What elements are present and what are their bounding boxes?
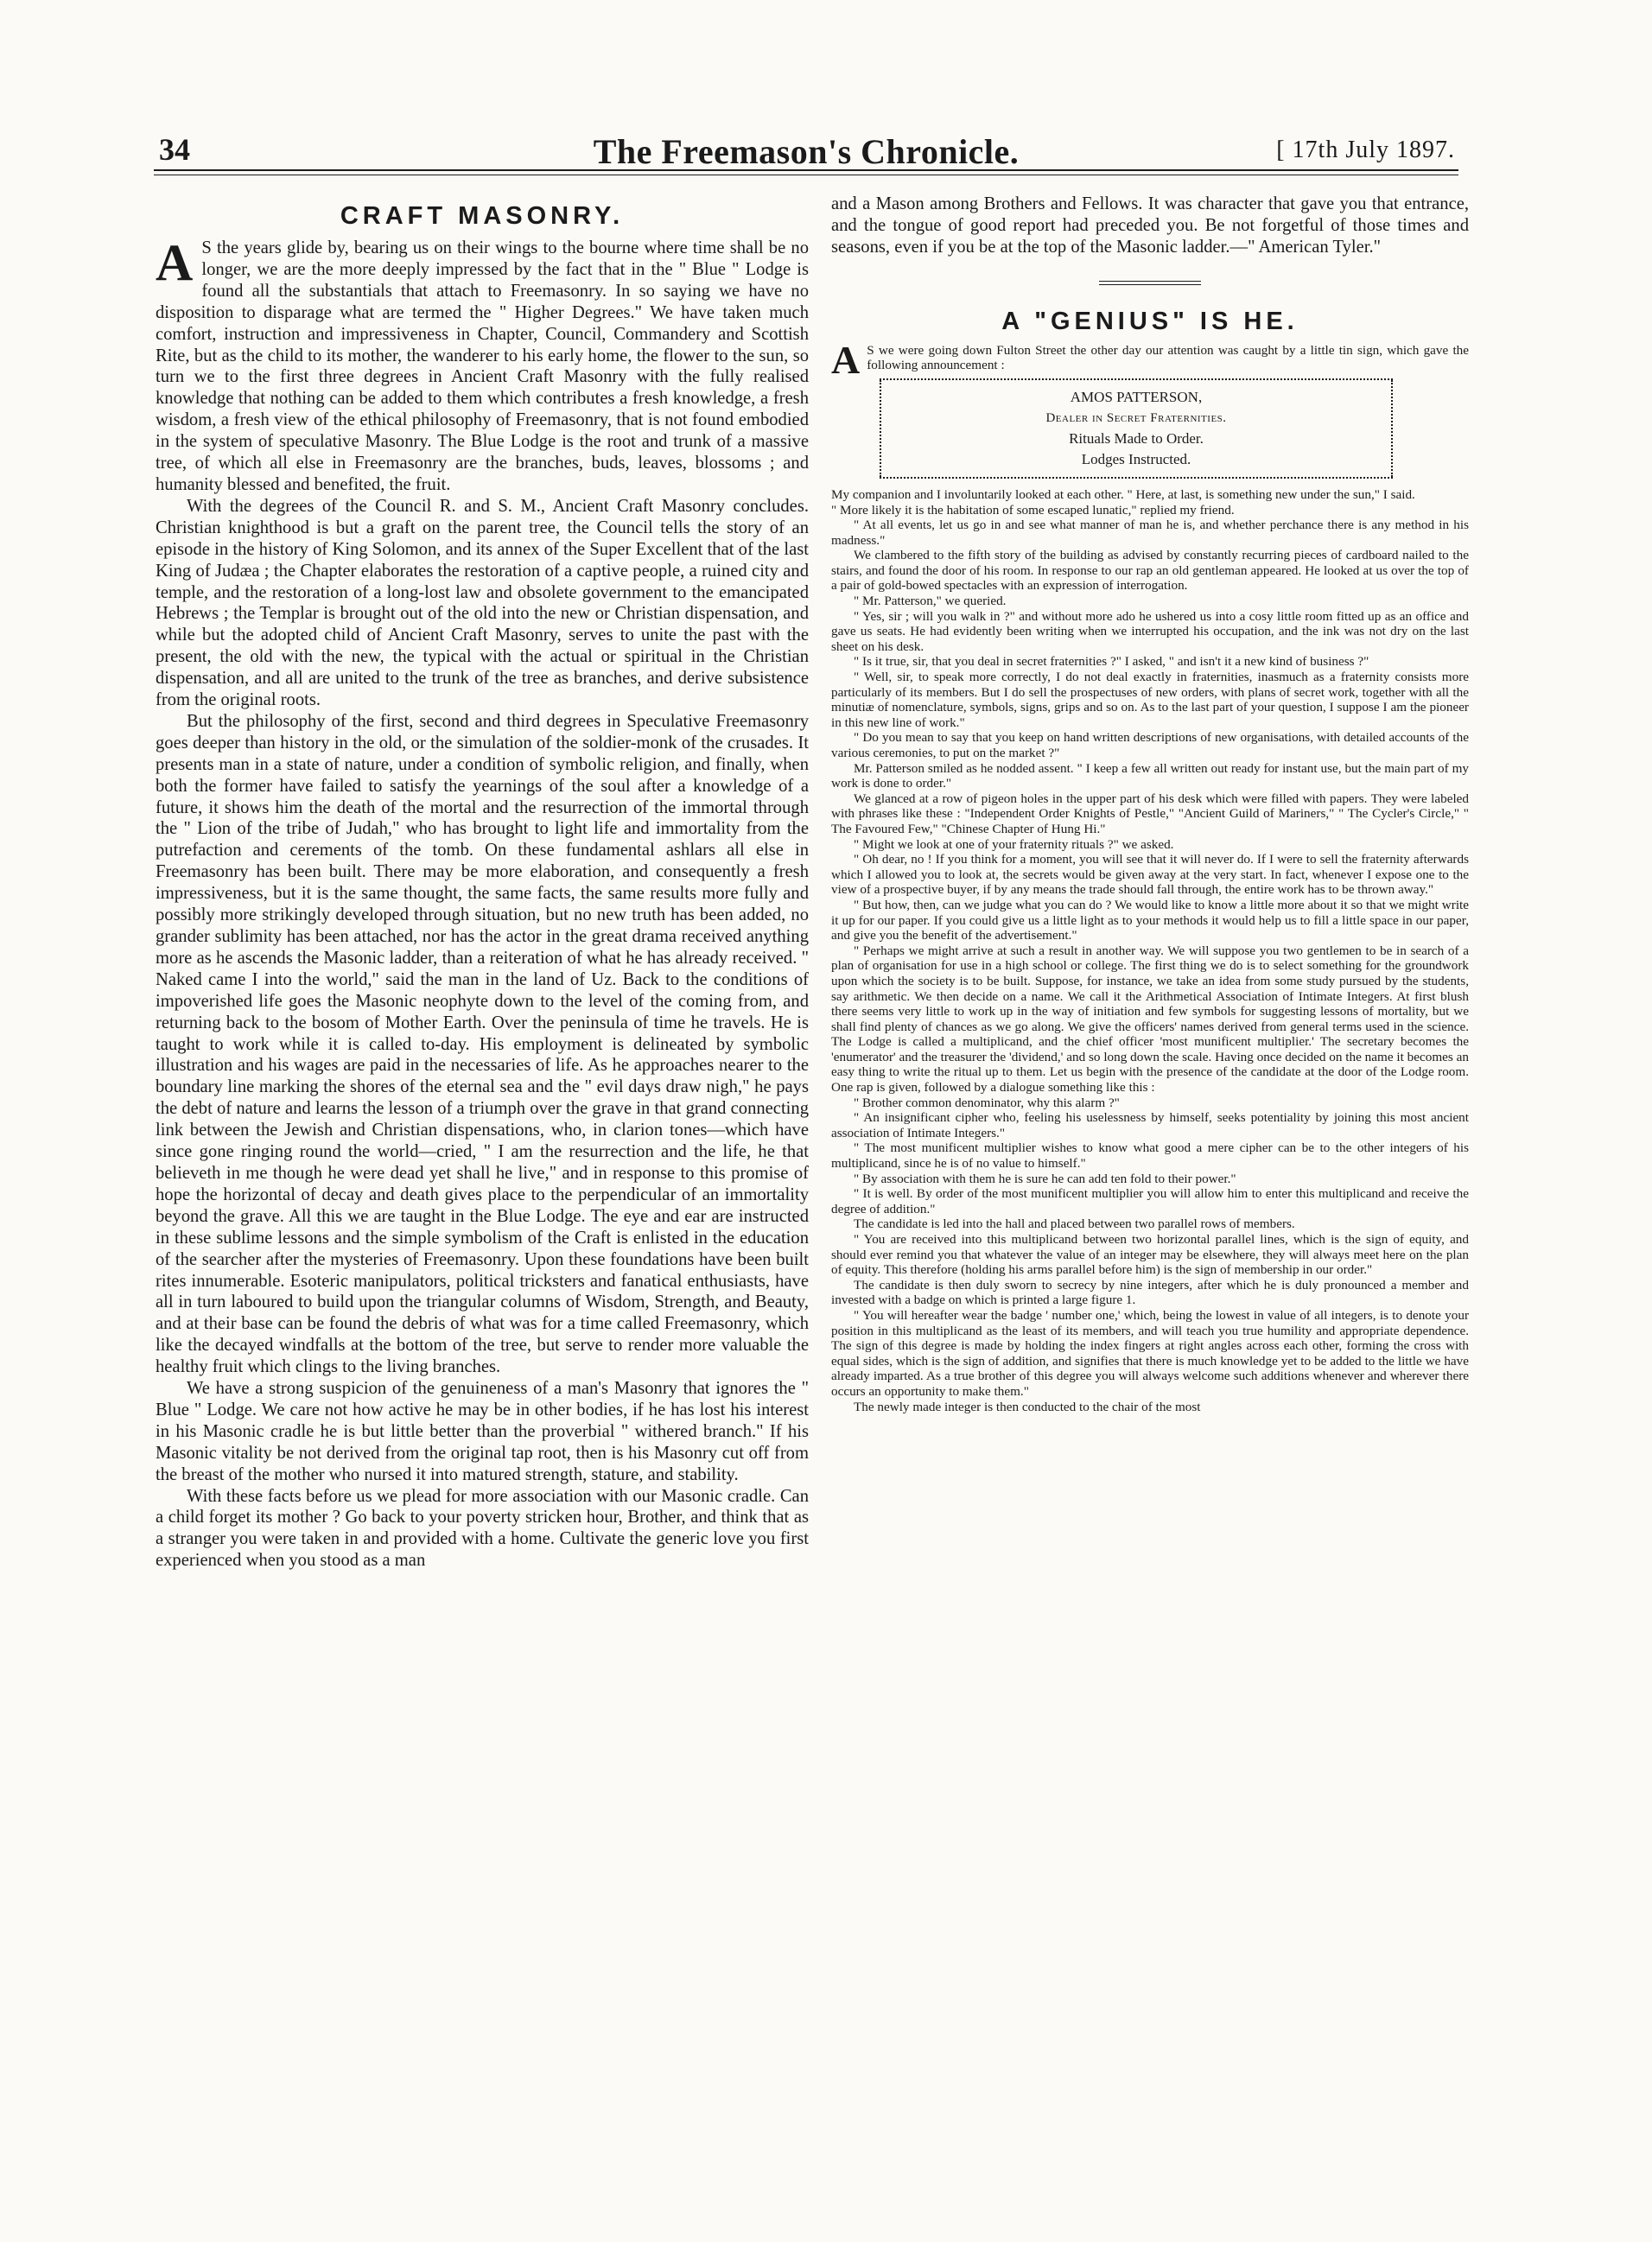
article-paragraph: But the philosophy of the first, second and third degrees in Speculative Freemasonry goes deeper than history in the old, or the simulation of the soldier-monk of the crusades. It presents man in a state of nature, under a condition of symbolic religion, and finally, when both the former have failed to satisfy the yearnings of the soul after a knowledge of a future, it shows him the death of the mortal and the resurrection of the immortal through the " Lion of the tribe of Judah," who has brought to light life and immortality from the putrefaction and cerements of the tomb. On these fundamental ashlars all else in Freemasonry has been built. There may be more elaboration, and consequently a fresh impressiveness, but it is the same thought, the same facts, the same results more fully and possibly more strikingly developed through situation, but no new truth has been added, no grander sublimity has been attached, nor has the actor in the great drama received anything more as he ascends the Masonic ladder, than a reiteration of what he has already received. " Naked came I into the world," said the man in the land of Uz. Back to the conditions of impoverished life goes the Masonic neophyte down to the level of the coming from, and returning back to the bosom of Mother Earth. Over the peninsula of time he travels. He is taught to work while it is called to-day. His employment is delineated by symbolic illustration and his wages are paid in the necessaries of life. As he approaches nearer to the boundary line marking the shores of the eternal sea and the " evil days draw nigh," he pays the debt of nature and learns the lesson of a triumph over the grave in that grand connecting link between the Jewish and Christian dispensations, who, in clarion tones—which have since gone ringing round the world—cried, " I am the resurrection and the life, he that believeth in me though he were dead yet shall he live," and in response to this promise of hope the horizontal of decay and death gives place to the perpendicular of an immortality beyond the grave. All this we are taught in the Blue Lodge. The eye and ear are instructed in these sublime lessons and the simple symbolism of the Craft is enlisted in the education of the searcher after the mysteries of Freemasonry. Upon these foundations have been built rites innumerable. Esoteric manipulators, political tricksters and fanatical enthusiasts, have all in turn laboured to build upon the triangular columns of Wisdom, Strength, and Beauty, and at their base can be found the debris of what was for a time called Freemasonry, which like the decayed windfalls at the bottom of the tree, but serve to render more valuable the healthy fruit which clings to the living branches. [156, 711, 809, 1377]
article-heading-craft-masonry: CRAFT MASONRY. [340, 202, 625, 230]
article-paragraph: " You will hereafter wear the badge ' number one,' which, being the lowest in value of all integers, is to denote your position in this multiplicand as the least of its members, and will teach you true humility and appropriate dependence. The sign of this degree is made by holding the index fingers at right angles across each other, forming the cross with equal sides, which is the sign of addition, and signifies that there is much knowledge yet to be added to the little we have already imparted. As a true brother of this degree you will always welcome such additions whenever and wherever there occurs an opportunity to make them." [831, 1307, 1469, 1399]
article-paragraph: My companion and I involuntarily looked at each other. " Here, at last, is something new under the sun," I said. [831, 486, 1415, 502]
article-paragraph: " Brother common denominator, why this alarm ?" [854, 1095, 1120, 1110]
article-paragraph: We clambered to the fifth story of the building as advised by constantly recurring pieces of cardboard nailed to the stairs, and found the door of his room. In response to our rap an old gentleman appeared. He looked at us over the top of a pair of gold-bowed spectacles with an expression of interrogation. [831, 548, 1469, 594]
article-paragraph: " More likely it is the habitation of some escaped lunatic," replied my friend. [831, 502, 1235, 518]
article-body-craft-masonry [156, 234, 809, 1572]
sign-line: Lodges Instructed. [1081, 450, 1191, 467]
article-paragraph: " Might we look at one of your fraternity rituals ?" we asked. [854, 836, 1174, 852]
article-paragraph: Mr. Patterson smiled as he nodded assent. " I keep a few all written out ready for instant use, but the main part of my work is done to order." [831, 760, 1469, 791]
article-paragraph: With the degrees of the Council R. and S. M., Ancient Craft Masonry concludes. Christian knighthood is but a graft on the parent tree, the Council tells the story of an episode in the history of King Solomon, and its annex of the Super Excellent that of the last King of Judæa ; the Chapter elaborates the restoration of a captive people, a ruined city and temple, and the restoration of a long-lost law and obsolete government to the emancipated Hebrews ; the Templar is brought out of the old into the new or Christian dispensation, and while but the adopted child of Ancient Craft Masonry, serves to unite the past with the present, the old with the new, the typical with the actual or spiritual in the Christian dispensation, and all are united to the trunk of the tree as branches, and derive subsistence from the original roots. [156, 496, 809, 710]
article-paragraph: " At all events, let us go in and see what manner of man he is, and whether perchance there is any method in his madness." [831, 518, 1469, 548]
article-heading-genius: A "GENIUS" IS HE. [1001, 307, 1299, 335]
article-paragraph: " Mr. Patterson," we queried. [854, 594, 1007, 609]
left-column [156, 194, 809, 1572]
section-divider [1099, 281, 1201, 285]
tin-sign-box [880, 378, 1393, 479]
article-paragraph: " An insignificant cipher who, feeling his uselessness by himself, seeks potentiality by joining this most ancient association of Intimate Integers." [831, 1110, 1469, 1140]
article-paragraph: " Yes, sir ; will you walk in ?" and without more ado he ushered us into a cosy little room fitted up as an office and gave us seats. He had evidently been writing when we interrupted his occupation, and the ink was not dry on the last sheet on his desk. [831, 608, 1469, 654]
article-paragraph: The newly made integer is then conducted to the chair of the most [854, 1399, 1201, 1414]
issue-date: [ 17th July 1897. [1276, 137, 1455, 163]
sign-line: Rituals Made to Order. [1069, 429, 1204, 447]
article-paragraph: A S the years glide by, bearing us on their wings to the bourne where time shall be no longer, we are the more deeply impressed by the fact that in the " Blue " Lodge is found all the substantials that attach to Freemasonry. In so saying we have no disposition to disparage what are termed the " Higher Degrees." We have taken much comfort, instruction and impressiveness in Chapter, Council, Commandery and Scottish Rite, but as the child to its mother, the wanderer to his early home, the flower to the sun, so turn we to the first three degrees in Ancient Craft Masonry with the fully realised knowledge that nothing can be added to them which contributes a fresh knowledge, a fresh wisdom, a fresh view of the ethical philosophy of Freemasonry, that is not found embodied in the system of speculative Masonry. The Blue Lodge is the root and trunk of a massive tree, of which all else in Freemasonry are the branches, buds, leaves, blossoms ; and humanity blessed and benefited, the fruit. [156, 234, 809, 494]
page-number: 34 [159, 132, 190, 167]
drop-cap: A [831, 337, 861, 382]
article-paragraph: " Oh dear, no ! If you think for a moment, you will see that it will never do. If I were to sell the fraternity afterwards which I allowed you to look at, the secrets would be given away at the very start. In fact, whenever I expose one to the view of a prospective buyer, if by any means the trade should fall through, the entire work has to be thrown away." [831, 852, 1469, 898]
article-paragraph: The candidate is then duly sworn to secrecy by nine integers, after which he is duly pronounced a member and invested with a badge on which is printed a large figure 1. [831, 1277, 1469, 1308]
article-continuation [831, 194, 1469, 258]
sign-line: Dealer in Secret Fraternities. [1045, 410, 1227, 425]
article-paragraph: " But how, then, can we judge what you can do ? We would like to know a little more about it so that we might write it up for our paper. If you could give us a little light as to your methods it would help us to fill a little space in our paper, and give you the benefit of the advertisement." [831, 897, 1469, 943]
article-paragraph: With these facts before us we plead for more association with our Masonic cradle. Can a child forget its mother ? Go back to your poverty stricken hour, Brother, and think that as a stranger you were taken in and provided with a home. Cultivate the generic love you first experienced when you stood as a man [156, 1486, 809, 1571]
article-paragraph: " It is well. By order of the most munificent multiplier you will allow him to enter this multiplicand and receive the degree of addition." [831, 1186, 1469, 1216]
article-paragraph: The candidate is led into the hall and placed between two parallel rows of members. [854, 1216, 1295, 1232]
masthead [154, 131, 1458, 171]
masthead-rule [154, 169, 1458, 171]
sign-name: AMOS PATTERSON, [1070, 388, 1203, 405]
article-paragraph: " Well, sir, to speak more correctly, I do not deal exactly in fraternities, inasmuch as a fraternity consists more particularly of its members. But I do sell the prospectuses of new orders, with plans of secret work, together with all the minutiæ of nomenclature, symbols, signs, grips and so on. As to the last part of your question, I suppose I am the pioneer in this new line of work." [831, 670, 1469, 730]
drop-cap: A [156, 234, 194, 291]
article-paragraph: " Is it true, sir, that you deal in secret fraternities ?" I asked, " and isn't it a new kind of business ?" [854, 654, 1369, 670]
article-paragraph: " The most munificent multiplier wishes to know what good a mere cipher can be to the other integers of his multiplicand, since he is of no value to himself." [831, 1140, 1469, 1172]
article-paragraph: We have a strong suspicion of the genuineness of a man's Masonry that ignores the " Blue " Lodge. We care not how active he may be in other bodies, if he has lost his interest in his Masonic cradle he is but little better than the proverbial " withered branch." If his Masonic vitality be not derived from the original tap root, then is his Masonry cut off from the breast of the mother who nursed it into matured strength, stature, and stability. [156, 1379, 809, 1484]
article-paragraph: " Perhaps we might arrive at such a result in another way. We will suppose you two gentlemen to be in search of a plan of organisation for use in a high school or college. The first thing we do is to select something for the groundwork upon which the society is to be built. Suppose, for instance, we take an idea from some study pursued by the students, say arithmetic. We then decide on a name. We call it the Arithmetical Association of Intimate Integers. At first blush there seems very little to work up in the way of initiation and few symbols for suggesting lessons of mortality, but we shall find plenty of chances as we go along. We give the officers' names derived from general terms used in the science. The Lodge is called a multiplicand, and the chief officer 'most munificent multiplier.' The secretary becomes the 'enumerator' and the treasurer the 'dividend,' and so long down the scale. Having once decided on the name it becomes an easy thing to write the ritual up to them. Let us begin with the presence of the candidate at the door of the Lodge room. One rap is given, followed by a dialogue something like this : [831, 943, 1469, 1096]
article-paragraph: We glanced at a row of pigeon holes in the upper part of his desk which were filled with papers. They were labeled with phrases like these : "Independent Order Knights of Pestle," "Ancient Guild of Mariners," " The Cycler's Circle," " The Favoured Few," "Chinese Chapter of Hung Hi." [831, 791, 1469, 836]
article-body-genius [831, 337, 1469, 1414]
article-paragraph: " Do you mean to say that you keep on hand written descriptions of new organisations, with detailed accounts of the various ceremonies, to put on the market ?" [831, 730, 1469, 760]
right-column [831, 194, 1469, 1414]
article-paragraph: " You are received into this multiplicand between two horizontal parallel lines, which is the sign of equity, and should ever remind you that whatever the value of an integer may be elsewhere, they will always meet here on the plan of equity. This therefore (holding his arms parallel before him) is the sign of membership in our order." [831, 1232, 1469, 1278]
continuation-paragraph: and a Mason among Brothers and Fellows. It was character that gave you that entrance, and the tongue of good report had preceded you. Be not forgetful of those times and seasons, even if you be at the top of the Masonic ladder.—" American Tyler." [831, 194, 1469, 257]
article-intro: A S we were going down Fulton Street the other day our attention was caught by a little tin sign, which gave the following announcement : [831, 337, 1469, 382]
article-paragraph: " By association with them he is sure he can add ten fold to their power." [854, 1171, 1236, 1186]
publication-title: The Freemason's Chronicle. [593, 132, 1020, 171]
